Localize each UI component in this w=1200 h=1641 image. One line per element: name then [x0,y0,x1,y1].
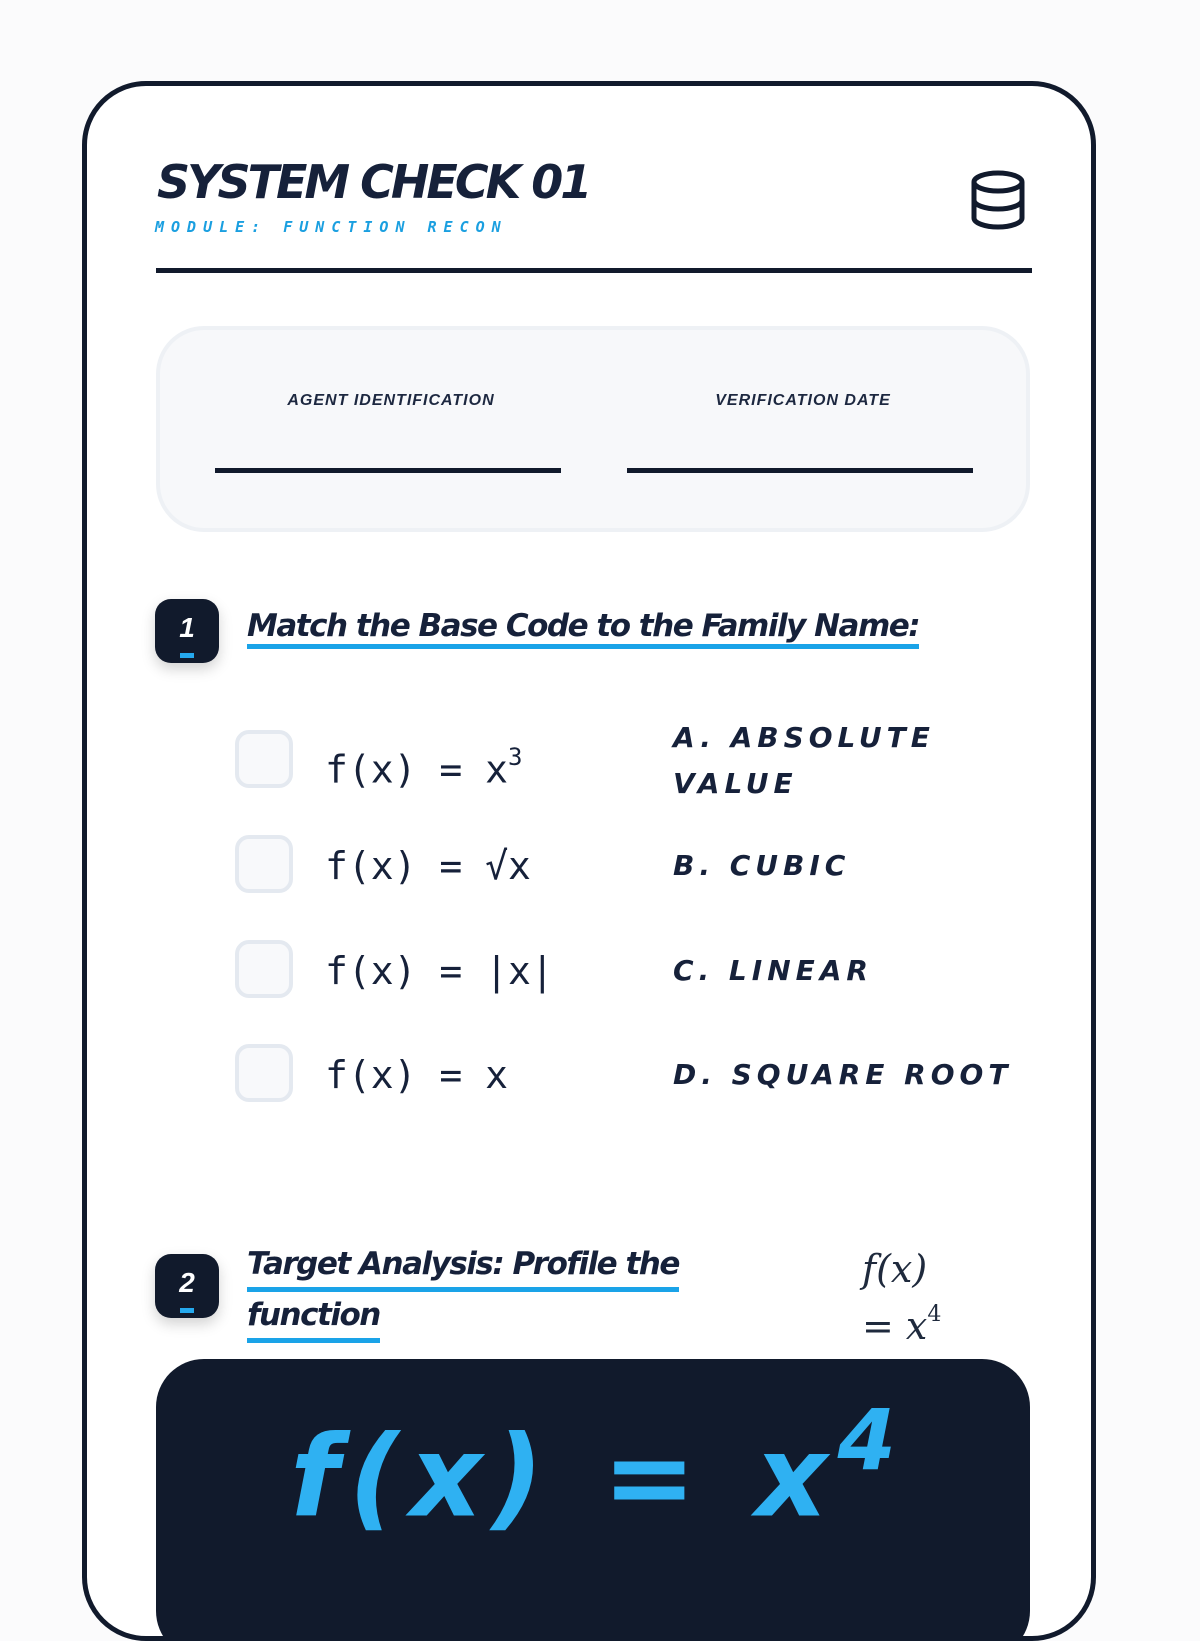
question-2-title: Target Analysis: Profile the function [247,1241,679,1343]
family-option-d: D. SQUARE ROOT [673,1058,1013,1091]
module-subtitle: MODULE: FUNCTION RECON [155,218,508,236]
side-formula: f(x) = $x^4$ [862,1247,942,1348]
question-2-badge [155,1254,219,1318]
match-checkbox-3[interactable] [235,940,293,998]
question-number: 1 [179,612,195,643]
match-checkbox-2[interactable] [235,835,293,893]
identification-panel [156,326,1030,532]
question-1-badge [155,599,219,663]
function-2: f(x) = √x [325,844,531,888]
family-option-c: C. LINEAR [673,954,873,987]
function-4: f(x) = x [325,1053,509,1097]
agent-identification-field[interactable] [215,468,561,473]
worksheet-card [82,81,1096,1641]
target-formula: $f(x) = x^4$ [290,1391,896,1543]
question-1-title: Match the Base Code to the Family Name: [247,608,919,649]
question-number: 2 [179,1267,195,1298]
family-option-a: A. ABSOLUTE VALUE [673,721,935,800]
target-function-panel [156,1359,1030,1641]
page-title: SYSTEM CHECK 01 [157,155,590,209]
function-3: f(x) = |x| [325,949,554,993]
badge-accent [180,1308,194,1313]
match-checkbox-4[interactable] [235,1044,293,1102]
agent-identification-label: AGENT IDENTIFICATION [287,392,495,409]
badge-accent [180,653,194,658]
header-divider [156,268,1032,273]
database-icon [967,168,1029,232]
function-1: $f(x) = x^3$ [325,743,523,792]
match-checkbox-1[interactable] [235,730,293,788]
verification-date-field[interactable] [627,468,973,473]
verification-date-label: VERIFICATION DATE [715,392,891,409]
family-option-b: B. CUBIC [673,849,851,882]
